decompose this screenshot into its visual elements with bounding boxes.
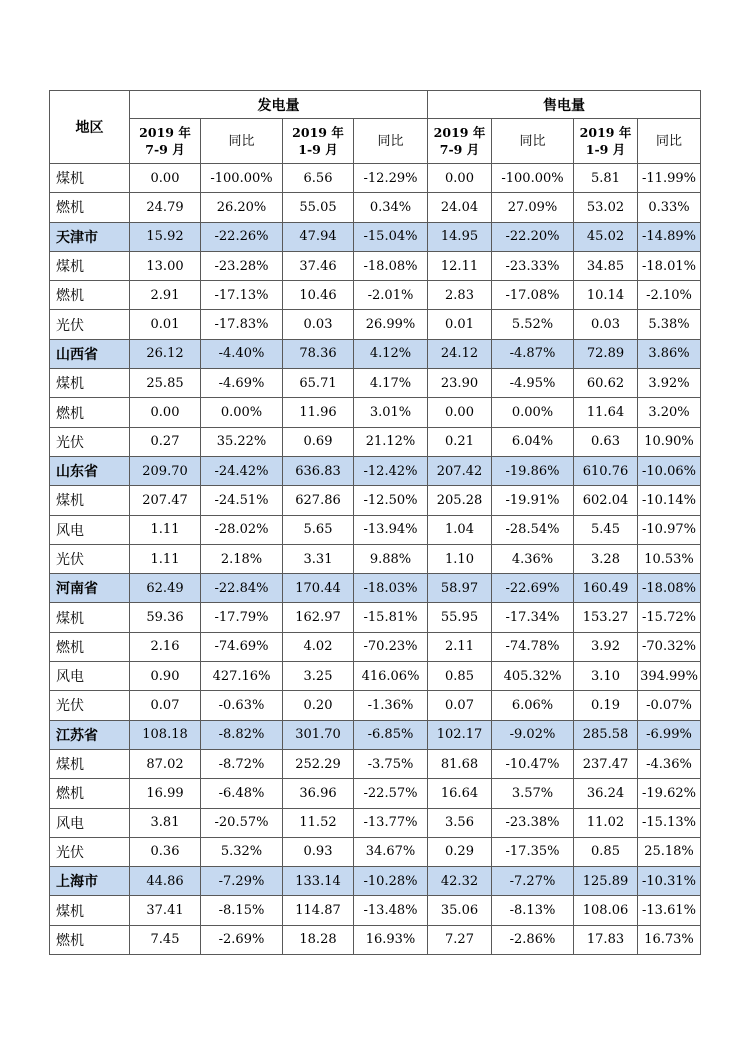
value-cell: 0.00 — [428, 164, 492, 193]
value-cell: -4.40% — [201, 339, 283, 368]
table-body — [50, 164, 701, 955]
value-cell: -17.08% — [492, 281, 574, 310]
value-cell: 3.25 — [283, 662, 354, 691]
value-cell: 207.42 — [428, 456, 492, 485]
value-cell: 0.69 — [283, 427, 354, 456]
value-cell: 13.00 — [130, 251, 201, 280]
value-cell: 108.18 — [130, 720, 201, 749]
value-cell: -2.01% — [354, 281, 428, 310]
value-cell: 394.99% — [638, 662, 701, 691]
value-cell: 36.24 — [574, 779, 638, 808]
value-cell: 1.10 — [428, 544, 492, 573]
table-row — [50, 544, 701, 573]
value-cell: -19.86% — [492, 456, 574, 485]
value-cell: 10.46 — [283, 281, 354, 310]
table-row — [50, 896, 701, 925]
value-cell: 35.22% — [201, 427, 283, 456]
value-cell: -19.91% — [492, 486, 574, 515]
value-cell: -10.47% — [492, 749, 574, 778]
value-cell: 5.52% — [492, 310, 574, 339]
generation-type-cell: 光伏 — [50, 310, 130, 339]
value-cell: 25.18% — [638, 837, 701, 866]
value-cell: 0.27 — [130, 427, 201, 456]
value-cell: 3.56 — [428, 808, 492, 837]
value-cell: -23.33% — [492, 251, 574, 280]
value-cell: -28.54% — [492, 515, 574, 544]
value-cell: 10.90% — [638, 427, 701, 456]
value-cell: 0.01 — [428, 310, 492, 339]
generation-type-cell: 煤机 — [50, 603, 130, 632]
value-cell: 0.00% — [201, 398, 283, 427]
value-cell: -1.36% — [354, 691, 428, 720]
value-cell: 21.12% — [354, 427, 428, 456]
value-cell: 55.05 — [283, 193, 354, 222]
sales-group-header: 售电量 — [428, 91, 701, 119]
generation-type-cell: 煤机 — [50, 369, 130, 398]
value-cell: 12.11 — [428, 251, 492, 280]
value-cell: -22.26% — [201, 222, 283, 251]
value-cell: 16.64 — [428, 779, 492, 808]
value-cell: 0.93 — [283, 837, 354, 866]
value-cell: -11.99% — [638, 164, 701, 193]
value-cell: 34.85 — [574, 251, 638, 280]
value-cell: -4.95% — [492, 369, 574, 398]
table-row — [50, 662, 701, 691]
value-cell: -2.10% — [638, 281, 701, 310]
region-total-row — [50, 339, 701, 368]
value-cell: 427.16% — [201, 662, 283, 691]
sub-header-line1: 同比 — [377, 133, 404, 149]
generation-type-cell: 光伏 — [50, 427, 130, 456]
value-cell: 3.81 — [130, 808, 201, 837]
region-column-header: 地区 — [50, 91, 130, 164]
table-row — [50, 251, 701, 280]
value-cell: 0.00 — [130, 164, 201, 193]
value-cell: 114.87 — [283, 896, 354, 925]
value-cell: 4.36% — [492, 544, 574, 573]
value-cell: 125.89 — [574, 867, 638, 896]
value-cell: 627.86 — [283, 486, 354, 515]
value-cell: 17.83 — [574, 925, 638, 954]
table-row — [50, 369, 701, 398]
value-cell: 209.70 — [130, 456, 201, 485]
value-cell: -17.13% — [201, 281, 283, 310]
sub-header-line2: 7-9 月 — [439, 142, 480, 157]
generation-type-cell: 风电 — [50, 808, 130, 837]
sub-header-cell — [638, 119, 701, 164]
value-cell: 47.94 — [283, 222, 354, 251]
value-cell: -13.61% — [638, 896, 701, 925]
value-cell: 610.76 — [574, 456, 638, 485]
sub-header-line1: 同比 — [519, 133, 546, 149]
value-cell: 37.46 — [283, 251, 354, 280]
table-row — [50, 691, 701, 720]
generation-type-cell: 风电 — [50, 662, 130, 691]
sub-header-line1: 2019 年 — [139, 125, 191, 140]
sub-header-cell — [428, 119, 492, 164]
value-cell: 42.32 — [428, 867, 492, 896]
sub-header-cell — [574, 119, 638, 164]
value-cell: -24.42% — [201, 456, 283, 485]
value-cell: 416.06% — [354, 662, 428, 691]
region-name-cell: 江苏省 — [50, 720, 130, 749]
value-cell: 59.36 — [130, 603, 201, 632]
value-cell: 37.41 — [130, 896, 201, 925]
generation-type-cell: 煤机 — [50, 749, 130, 778]
value-cell: 162.97 — [283, 603, 354, 632]
value-cell: -15.13% — [638, 808, 701, 837]
table-row — [50, 808, 701, 837]
value-cell: -22.57% — [354, 779, 428, 808]
table-row — [50, 427, 701, 456]
value-cell: -6.85% — [354, 720, 428, 749]
value-cell: 0.07 — [428, 691, 492, 720]
table-row — [50, 515, 701, 544]
sub-header-cell — [492, 119, 574, 164]
value-cell: 0.36 — [130, 837, 201, 866]
value-cell: -12.42% — [354, 456, 428, 485]
value-cell: 237.47 — [574, 749, 638, 778]
value-cell: 170.44 — [283, 574, 354, 603]
value-cell: -14.89% — [638, 222, 701, 251]
sub-header-line1: 同比 — [228, 133, 255, 149]
power-data-table — [49, 90, 701, 955]
value-cell: -15.72% — [638, 603, 701, 632]
value-cell: -17.34% — [492, 603, 574, 632]
value-cell: -2.86% — [492, 925, 574, 954]
value-cell: 0.21 — [428, 427, 492, 456]
region-total-row — [50, 867, 701, 896]
value-cell: 160.49 — [574, 574, 638, 603]
generation-type-cell: 光伏 — [50, 837, 130, 866]
value-cell: -4.87% — [492, 339, 574, 368]
sub-header-line1: 2019 年 — [579, 125, 632, 140]
generation-type-cell: 光伏 — [50, 544, 130, 573]
sub-header-line2: 1-9 月 — [585, 142, 626, 157]
table-row — [50, 281, 701, 310]
region-total-row — [50, 456, 701, 485]
value-cell: 7.27 — [428, 925, 492, 954]
generation-type-cell: 煤机 — [50, 164, 130, 193]
table-row — [50, 632, 701, 661]
value-cell: -18.03% — [354, 574, 428, 603]
generation-type-cell: 风电 — [50, 515, 130, 544]
value-cell: 44.86 — [130, 867, 201, 896]
value-cell: -8.15% — [201, 896, 283, 925]
value-cell: -19.62% — [638, 779, 701, 808]
value-cell: 0.07 — [130, 691, 201, 720]
value-cell: 5.32% — [201, 837, 283, 866]
value-cell: 36.96 — [283, 779, 354, 808]
value-cell: -23.38% — [492, 808, 574, 837]
region-name-cell: 山东省 — [50, 456, 130, 485]
value-cell: -20.57% — [201, 808, 283, 837]
sub-header-cell — [201, 119, 283, 164]
generation-type-cell: 煤机 — [50, 896, 130, 925]
value-cell: 58.97 — [428, 574, 492, 603]
value-cell: 45.02 — [574, 222, 638, 251]
value-cell: -15.81% — [354, 603, 428, 632]
value-cell: -8.72% — [201, 749, 283, 778]
value-cell: 62.49 — [130, 574, 201, 603]
value-cell: -13.94% — [354, 515, 428, 544]
value-cell: 27.09% — [492, 193, 574, 222]
sub-header-line1: 同比 — [655, 133, 682, 149]
value-cell: -2.69% — [201, 925, 283, 954]
value-cell: 78.36 — [283, 339, 354, 368]
value-cell: 15.92 — [130, 222, 201, 251]
value-cell: 26.99% — [354, 310, 428, 339]
generation-type-cell: 燃机 — [50, 281, 130, 310]
value-cell: 3.86% — [638, 339, 701, 368]
value-cell: -70.32% — [638, 632, 701, 661]
value-cell: 0.03 — [283, 310, 354, 339]
value-cell: 9.88% — [354, 544, 428, 573]
value-cell: 0.00 — [130, 398, 201, 427]
value-cell: 11.52 — [283, 808, 354, 837]
value-cell: 2.18% — [201, 544, 283, 573]
value-cell: 6.56 — [283, 164, 354, 193]
sub-header-row — [50, 119, 701, 164]
value-cell: 102.17 — [428, 720, 492, 749]
value-cell: -7.27% — [492, 867, 574, 896]
sub-header-line1: 2019 年 — [433, 125, 486, 140]
value-cell: -100.00% — [492, 164, 574, 193]
value-cell: -4.36% — [638, 749, 701, 778]
value-cell: 5.65 — [283, 515, 354, 544]
value-cell: 14.95 — [428, 222, 492, 251]
value-cell: 6.06% — [492, 691, 574, 720]
value-cell: 0.20 — [283, 691, 354, 720]
value-cell: -18.08% — [354, 251, 428, 280]
value-cell: 252.29 — [283, 749, 354, 778]
value-cell: -17.35% — [492, 837, 574, 866]
value-cell: 11.64 — [574, 398, 638, 427]
value-cell: 3.10 — [574, 662, 638, 691]
value-cell: 26.20% — [201, 193, 283, 222]
value-cell: -12.50% — [354, 486, 428, 515]
value-cell: 4.17% — [354, 369, 428, 398]
value-cell: 0.03 — [574, 310, 638, 339]
sub-header-line2: 7-9 月 — [145, 142, 185, 157]
value-cell: 0.01 — [130, 310, 201, 339]
value-cell: 16.99 — [130, 779, 201, 808]
value-cell: 34.67% — [354, 837, 428, 866]
value-cell: 23.90 — [428, 369, 492, 398]
value-cell: 636.83 — [283, 456, 354, 485]
table-row — [50, 193, 701, 222]
value-cell: 60.62 — [574, 369, 638, 398]
value-cell: -17.79% — [201, 603, 283, 632]
value-cell: 0.85 — [428, 662, 492, 691]
value-cell: -7.29% — [201, 867, 283, 896]
value-cell: -0.63% — [201, 691, 283, 720]
table-row — [50, 398, 701, 427]
value-cell: -23.28% — [201, 251, 283, 280]
value-cell: -28.02% — [201, 515, 283, 544]
table-row — [50, 837, 701, 866]
sub-header-line2: 1-9 月 — [298, 142, 338, 157]
value-cell: 133.14 — [283, 867, 354, 896]
value-cell: 3.20% — [638, 398, 701, 427]
value-cell: 65.71 — [283, 369, 354, 398]
value-cell: 81.68 — [428, 749, 492, 778]
value-cell: 285.58 — [574, 720, 638, 749]
generation-type-cell: 燃机 — [50, 398, 130, 427]
value-cell: -22.20% — [492, 222, 574, 251]
value-cell: 11.02 — [574, 808, 638, 837]
value-cell: -4.69% — [201, 369, 283, 398]
value-cell: 16.93% — [354, 925, 428, 954]
value-cell: -100.00% — [201, 164, 283, 193]
value-cell: 5.81 — [574, 164, 638, 193]
value-cell: 3.92% — [638, 369, 701, 398]
value-cell: 11.96 — [283, 398, 354, 427]
value-cell: 5.45 — [574, 515, 638, 544]
sub-header-cell — [283, 119, 354, 164]
value-cell: -74.78% — [492, 632, 574, 661]
value-cell: 2.16 — [130, 632, 201, 661]
value-cell: 0.90 — [130, 662, 201, 691]
generation-type-cell: 煤机 — [50, 486, 130, 515]
value-cell: 207.47 — [130, 486, 201, 515]
value-cell: 24.04 — [428, 193, 492, 222]
table-row — [50, 164, 701, 193]
value-cell: -10.28% — [354, 867, 428, 896]
value-cell: 0.34% — [354, 193, 428, 222]
value-cell: 301.70 — [283, 720, 354, 749]
value-cell: 25.85 — [130, 369, 201, 398]
value-cell: 2.11 — [428, 632, 492, 661]
value-cell: -8.82% — [201, 720, 283, 749]
table-row — [50, 749, 701, 778]
value-cell: -22.69% — [492, 574, 574, 603]
value-cell: -24.51% — [201, 486, 283, 515]
value-cell: 3.31 — [283, 544, 354, 573]
table-row — [50, 925, 701, 954]
region-total-row — [50, 222, 701, 251]
value-cell: -10.31% — [638, 867, 701, 896]
value-cell: -10.97% — [638, 515, 701, 544]
value-cell: -18.08% — [638, 574, 701, 603]
sub-header-line1: 2019 年 — [292, 125, 344, 140]
value-cell: 35.06 — [428, 896, 492, 925]
table-header — [50, 91, 701, 164]
value-cell: 602.04 — [574, 486, 638, 515]
value-cell: -74.69% — [201, 632, 283, 661]
value-cell: -18.01% — [638, 251, 701, 280]
value-cell: 10.14 — [574, 281, 638, 310]
value-cell: -12.29% — [354, 164, 428, 193]
value-cell: 24.79 — [130, 193, 201, 222]
value-cell: 6.04% — [492, 427, 574, 456]
value-cell: -6.48% — [201, 779, 283, 808]
value-cell: 3.28 — [574, 544, 638, 573]
value-cell: -10.14% — [638, 486, 701, 515]
value-cell: 26.12 — [130, 339, 201, 368]
value-cell: 87.02 — [130, 749, 201, 778]
value-cell: 405.32% — [492, 662, 574, 691]
value-cell: 4.02 — [283, 632, 354, 661]
value-cell: 0.19 — [574, 691, 638, 720]
value-cell: 1.11 — [130, 544, 201, 573]
value-cell: -13.77% — [354, 808, 428, 837]
value-cell: -13.48% — [354, 896, 428, 925]
table-row — [50, 779, 701, 808]
value-cell: 0.33% — [638, 193, 701, 222]
value-cell: 4.12% — [354, 339, 428, 368]
value-cell: 0.00 — [428, 398, 492, 427]
sub-header-cell — [354, 119, 428, 164]
generation-type-cell: 光伏 — [50, 691, 130, 720]
generation-type-cell: 燃机 — [50, 925, 130, 954]
table-row — [50, 486, 701, 515]
region-total-row — [50, 720, 701, 749]
value-cell: 24.12 — [428, 339, 492, 368]
value-cell: -70.23% — [354, 632, 428, 661]
value-cell: -6.99% — [638, 720, 701, 749]
value-cell: 2.83 — [428, 281, 492, 310]
value-cell: -8.13% — [492, 896, 574, 925]
generation-type-cell: 煤机 — [50, 251, 130, 280]
value-cell: 10.53% — [638, 544, 701, 573]
value-cell: 205.28 — [428, 486, 492, 515]
value-cell: 55.95 — [428, 603, 492, 632]
value-cell: 7.45 — [130, 925, 201, 954]
value-cell: 3.92 — [574, 632, 638, 661]
value-cell: 3.57% — [492, 779, 574, 808]
value-cell: 0.00% — [492, 398, 574, 427]
value-cell: -3.75% — [354, 749, 428, 778]
value-cell: 1.04 — [428, 515, 492, 544]
region-name-cell: 上海市 — [50, 867, 130, 896]
generation-type-cell: 燃机 — [50, 779, 130, 808]
value-cell: 0.63 — [574, 427, 638, 456]
sub-header-cell — [130, 119, 201, 164]
value-cell: -10.06% — [638, 456, 701, 485]
value-cell: 0.85 — [574, 837, 638, 866]
value-cell: -15.04% — [354, 222, 428, 251]
value-cell: 0.29 — [428, 837, 492, 866]
region-name-cell: 河南省 — [50, 574, 130, 603]
table-row — [50, 603, 701, 632]
value-cell: 3.01% — [354, 398, 428, 427]
value-cell: 1.11 — [130, 515, 201, 544]
value-cell: -22.84% — [201, 574, 283, 603]
value-cell: -9.02% — [492, 720, 574, 749]
value-cell: 53.02 — [574, 193, 638, 222]
value-cell: 2.91 — [130, 281, 201, 310]
generation-type-cell: 燃机 — [50, 632, 130, 661]
value-cell: -17.83% — [201, 310, 283, 339]
value-cell: 18.28 — [283, 925, 354, 954]
value-cell: 108.06 — [574, 896, 638, 925]
value-cell: 153.27 — [574, 603, 638, 632]
region-name-cell: 天津市 — [50, 222, 130, 251]
generation-type-cell: 燃机 — [50, 193, 130, 222]
generation-group-header: 发电量 — [130, 91, 428, 119]
value-cell: -0.07% — [638, 691, 701, 720]
value-cell: 72.89 — [574, 339, 638, 368]
table-row — [50, 310, 701, 339]
region-name-cell: 山西省 — [50, 339, 130, 368]
region-total-row — [50, 574, 701, 603]
value-cell: 5.38% — [638, 310, 701, 339]
value-cell: 16.73% — [638, 925, 701, 954]
